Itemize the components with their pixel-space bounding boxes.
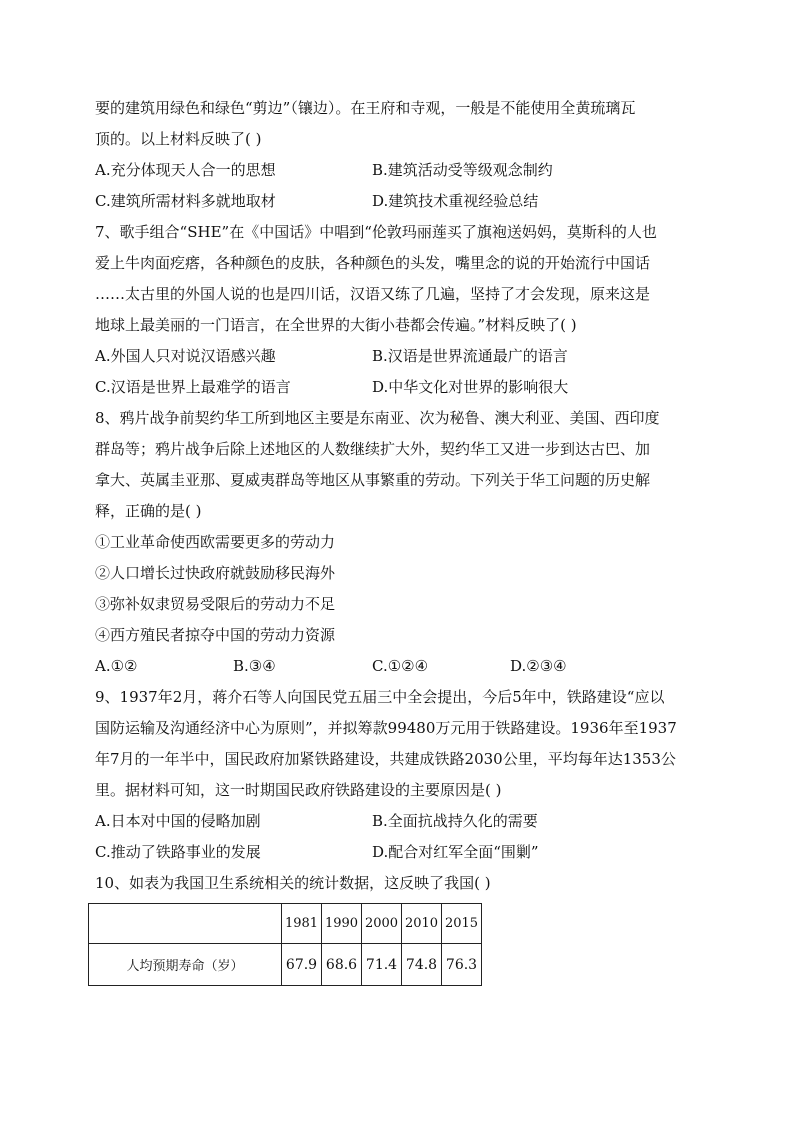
q9-stem-line-2: 国防运输及沟通经济中心为原则”，并拟筹款99480万元用于铁路建设。1936年至1937	[95, 719, 677, 737]
q8-option-b[interactable]: B.③④	[233, 657, 276, 675]
q7-stem-line-1: 7、歌手组合“SHE”在《中国话》中唱到“伦敦玛丽莲买了旗袍送妈妈，莫斯科的人也	[95, 223, 657, 241]
table-value-cell: 71.4	[362, 944, 402, 986]
q6-option-d[interactable]: D.建筑技术重视经验总结	[372, 192, 539, 210]
table-header-row	[89, 904, 482, 944]
q6-stem-line-1: 要的建筑用绿色和绿色“剪边”（镶边）。在王府和寺观，一般是不能使用全黄琉璃瓦	[95, 99, 636, 117]
q7-option-b[interactable]: B.汉语是世界流通最广的语言	[372, 347, 568, 365]
q8-item-3: ③弥补奴隶贸易受限后的劳动力不足	[95, 595, 336, 613]
q7-option-c[interactable]: C.汉语是世界上最难学的语言	[95, 378, 291, 396]
q9-option-a[interactable]: A.日本对中国的侵略加剧	[95, 812, 261, 830]
q6-stem-line-2: 顶的。以上材料反映了( )	[95, 130, 262, 148]
q7-option-a[interactable]: A.外国人只对说汉语感兴趣	[95, 347, 276, 365]
q8-item-4: ④西方殖民者掠夺中国的劳动力资源	[95, 626, 336, 644]
table-value-cell: 74.8	[402, 944, 442, 986]
q10-stem-line-1: 10、如表为我国卫生系统相关的统计数据，这反映了我国( )	[95, 874, 491, 892]
table-row-label: 人均预期寿命（岁）	[89, 944, 282, 986]
table-year-cell: 1990	[322, 904, 362, 944]
table-year-cell: 2000	[362, 904, 402, 944]
q7-stem-line-4: 地球上最美丽的一门语言，在全世界的大街小巷都会传遍。”材料反映了( )	[95, 316, 577, 334]
life-expectancy-table	[88, 903, 482, 986]
q8-stem-line-1: 8、鸦片战争前契约华工所到地区主要是东南亚、次为秘鲁、澳大利亚、美国、西印度	[95, 409, 660, 427]
q8-item-2: ②人口增长过快政府就鼓励移民海外	[95, 564, 336, 582]
table-year-cell: 2010	[402, 904, 442, 944]
table-year-cell: 2015	[442, 904, 482, 944]
table-value-cell: 76.3	[442, 944, 482, 986]
table-year-cell: 1981	[282, 904, 322, 944]
q9-stem-line-1: 9、1937年2月，蒋介石等人向国民党五届三中全会提出，今后5年中，铁路建设“应以	[95, 688, 665, 706]
table-value-cell: 67.9	[282, 944, 322, 986]
q9-option-d[interactable]: D.配合对红军全面“围剿”	[372, 843, 539, 861]
q8-stem-line-4: 释，正确的是( )	[95, 502, 202, 520]
q6-option-b[interactable]: B.建筑活动受等级观念制约	[372, 161, 553, 179]
q9-option-b[interactable]: B.全面抗战持久化的需要	[372, 812, 538, 830]
q7-stem-line-3: ……太古里的外国人说的也是四川话，汉语又练了几遍，坚持了才会发现，原来这是	[95, 285, 651, 303]
q8-stem-line-3: 拿大、英属圭亚那、夏威夷群岛等地区从事繁重的劳动。下列关于华工问题的历史解	[95, 471, 651, 489]
q8-stem-line-2: 群岛等；鸦片战争后除上述地区的人数继续扩大外，契约华工又进一步到达古巴、加	[95, 440, 651, 458]
q9-option-c[interactable]: C.推动了铁路事业的发展	[95, 843, 261, 861]
q7-option-d[interactable]: D.中华文化对世界的影响很大	[372, 378, 569, 396]
table-corner-cell	[89, 904, 282, 944]
q9-stem-line-4: 里。据材料可知，这一时期国民政府铁路建设的主要原因是( )	[95, 781, 502, 799]
q9-stem-line-3: 年7月的一年半中，国民政府加紧铁路建设，共建成铁路2030公里，平均每年达1353公	[95, 750, 676, 768]
q8-option-c[interactable]: C.①②④	[372, 657, 429, 675]
q8-option-d[interactable]: D.②③④	[510, 657, 567, 675]
q6-option-c[interactable]: C.建筑所需材料多就地取材	[95, 192, 276, 210]
q7-stem-line-2: 爱上牛肉面疙瘩，各种颜色的皮肤，各种颜色的头发，嘴里念的说的开始流行中国话	[95, 254, 651, 272]
table-value-cell: 68.6	[322, 944, 362, 986]
q6-option-a[interactable]: A.充分体现天人合一的思想	[95, 161, 276, 179]
q8-item-1: ①工业革命使西欧需要更多的劳动力	[95, 533, 336, 551]
table-row	[89, 944, 482, 986]
q8-option-a[interactable]: A.①②	[95, 657, 138, 675]
